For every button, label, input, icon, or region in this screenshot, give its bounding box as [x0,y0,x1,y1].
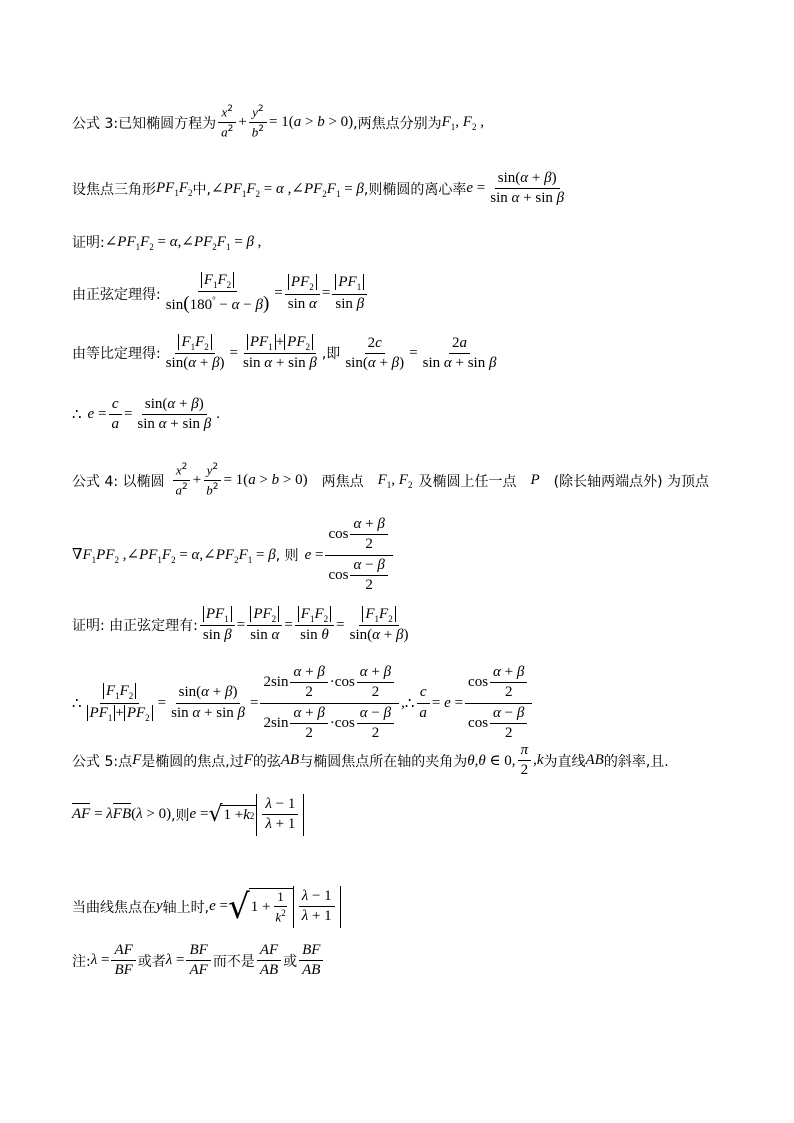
formula3-intro: 公式 3:已知椭圆方程为 [72,115,217,132]
formula4-derivation-line: ∴ $\frac{F_1F_2}{PF_1 + PF_2}$ = $\frac{\sin(\alpha + \beta)}{\text{sin α + sin β}}$ = 2sin $\frac{\alpha + \beta}{2}$ ·cos $\frac{\alpha + \beta}{2}$ 2sin $\frac{\alpha + \beta}{2}$ ·cos $\frac{\alpha - \beta}{2}$ , ∴ $\frac{c}{a}$ = e = cos $\frac{\alpha + \beta}{2}$ cos $\frac{\alpha - \beta}{2}$ [72,664,534,742]
triangle-intro-text: 设焦点三角形 [72,181,156,198]
derivation-fraction-1: $\frac{F_1F_2}{PF_1 + PF_2}$ [84,683,156,723]
y2-over-b2-fraction: $\frac{y^2}{b^2}$ [249,104,267,142]
derivation-fraction-3: 2sin $\frac{\alpha + \beta}{2}$ ·cos $\frac{\alpha + \beta}{2}$ 2sin $\frac{\alpha + \beta}{2}$ ·cos $\frac{\alpha - \beta}{2}$ [260,664,399,742]
c-over-a-fraction: $\frac{c}{a}$ [416,684,430,722]
result-cos-fraction: cos $\frac{\alpha + \beta}{2}$ cos $\frac{\alpha - \beta}{2}$ [465,664,532,742]
is-focus-text: 是椭圆的焦点,过 [141,753,244,770]
bf-over-ab-fraction: $\frac{BF}{AB}$ [299,942,323,980]
ratio-fraction-2: $\frac{PF_1 + PF_2}{\text{sin α + sin β}}$ [243,334,317,372]
proof-fraction-3: $\frac{F_1F_2}{\text{sin θ}}$ [295,606,334,645]
proof-fraction-4: $\frac{F_1F_2}{\sin(\alpha + \beta)}$ [349,606,409,644]
af-over-bf-fraction: $\frac{AF}{BF}$ [111,942,135,980]
eccentricity-fraction: $\frac{\sin(\alpha + \beta)}{\text{sin α + sin β}}$ [490,170,565,207]
ratio-fraction-1: $\frac{F_1F_2}{\sin(\alpha + \beta)}$ [165,334,225,372]
slope-text: 为直线 [543,753,586,770]
formula3-conclusion-line: ∴ e = $\frac{c}{a}$ = $\frac{\sin(\alpha + \beta)}{\text{sin α + sin β}}$ . [72,396,220,433]
c-over-a-fraction: $\frac{c}{a}$ [108,396,122,434]
sine-law-fraction-2: $\frac{PF_2}{\text{sin α}}$ [285,274,320,313]
and-point-text: 及椭圆上任一点 [418,473,517,490]
therefore-symbol: ∴ [72,407,82,424]
point-p: P [530,472,540,489]
cos-ratio-fraction: cos $\frac{\alpha + \beta}{2}$ cos $\frac{\alpha - \beta}{2}$ [325,516,392,594]
formula4-statement: 公式 4: 以椭圆 $\frac{x^2}{a^2}$ + $\frac{y^2}{b^2}$ = 1(a > b > 0) 两焦点 $F_1$, $F_2$ 及椭圆上任一点 P (除长轴两端点外) 为顶点 [72,462,710,498]
angle-text: 与椭圆焦点所在轴的夹角为 [299,753,468,770]
formula5-statement: 公式 5:点 F 是椭圆的焦点,过 F 的弦 AB 与椭圆焦点所在轴的夹角为 θ,θ ∈ 0, $\frac{\pi}{2}$ ,k 为直线 AB 的斜率,且. [72,742,669,779]
pi-over-2-fraction: $\frac{\pi}{2}$ [518,742,532,780]
x2-over-a2-fraction: $\frac{x^2}{a^2}$ [173,462,191,500]
derivation-fraction-2: $\frac{\sin(\alpha + \beta)}{\text{sin α + sin β}}$ [171,684,245,721]
lambda-fraction: $\frac{\lambda - 1}{\lambda + 1}$ [262,796,298,834]
y2-over-b2-fraction: $\frac{y^2}{b^2}$ [203,462,221,500]
y-axis-text: 当曲线焦点在 [72,899,156,916]
formula3-statement: 公式 3:已知椭圆方程为 $\frac{x^2}{a^2}$ + $\frac{y^2}{b^2}$ = 1(a > b > 0) ,两焦点分别为 $F_1$, $F_2$ , [72,104,484,140]
slope-end-text: 的斜率,且. [603,753,669,770]
bf-over-af-fraction: $\frac{BF}{AF}$ [186,942,210,980]
ratio-fraction-3: $\frac{2c}{\sin(\alpha + \beta)}$ [345,334,405,371]
conclusion-fraction: $\frac{\sin(\alpha + \beta)}{\text{sin α + sin β}}$ [137,396,212,433]
ratio-fraction-4: $\frac{2a}{\text{sin α + sin β}}$ [422,334,497,371]
sqrt-expression: √ 1 + k 2 [208,802,255,828]
triangle-mid-text: 中, [192,181,211,198]
formula3-triangle-line: 设焦点三角形 $PF_1F_2$ 中, $\angle PF_1F_2 = \alpha$ $,\angle PF_2F_1 = \beta$ ,则椭圆的离心率 e = $\frac{\sin(\alpha + \beta)}{\text{sin α + sin β}}$ [72,170,569,208]
then-text: ,则 [171,807,190,824]
not-text: 而不是 [212,953,255,970]
then-text: , 则 [275,548,299,564]
chord-text: 的弦 [252,753,281,770]
x2-over-a2-fraction: $\frac{x^2}{a^2}$ [218,104,236,142]
formula5-y-axis-line: 当曲线焦点在 y 轴上时, e = √ 1 + $\frac{1}{k^2}$ $\frac{\lambda - 1}{\lambda + 1}$ [72,886,341,928]
sine-law-fraction-3: $\frac{PF_1}{\text{sin β}}$ [332,274,367,313]
therefore-symbol: ∴ [72,695,82,712]
formula3-sine-law-line: 由正弦定理得: $\frac{F_1F_2}{\sin(180^\circ - \alpha - \beta)}$ = $\frac{PF_2}{\text{sin α}}$ = $\frac{PF_1}{\text{sin β}}$ [72,272,369,315]
proof-label: 证明: 由正弦定理有: [72,618,198,635]
formula3-proof-line: 证明: $\angle PF_1F_2$ = $\alpha,\angle PF_2F_1 = \beta$ , [72,234,262,252]
lambda-fraction-2: $\frac{\lambda - 1}{\lambda + 1}$ [299,888,335,926]
formula5-note-line: 注: λ = $\frac{AF}{BF}$ 或者 λ = $\frac{BF}{AF}$ 而不是 $\frac{AF}{AB}$ 或 $\frac{BF}{AB}$ [72,942,325,980]
formula3-foci-text: ,两焦点分别为 [353,115,442,132]
formula4-triangle-line: $\nabla F_1PF_2$ $,\angle PF_1F_2$ = $\alpha,\angle PF_2F_1 = \beta$ , 则 e = cos $\frac{\alpha + \beta}{2}$ cos $\frac{\alpha - \beta}{2}$ [72,516,395,594]
formula5-intro: 公式 5:点 [72,753,133,770]
two-foci-text: 两焦点 [321,473,364,490]
af-over-ab-fraction: $\frac{AF}{AB}$ [257,942,281,980]
therefore-symbol-2: ∴ [404,695,415,712]
ji-text: ,即 [321,346,341,363]
or-text: 或者 [137,953,166,970]
formula5-vector-line: AF = λFB(λ > 0) ,则 e = √ 1 + k 2 $\frac{\lambda - 1}{\lambda + 1}$ [72,794,304,836]
sine-law-fraction-1: $\frac{F_1F_2}{\sin(180^\circ - \alpha - \beta)}$ [165,272,270,315]
ratio-law-label: 由等比定理得: [72,346,161,363]
y-axis-end-text: 轴上时, [162,899,210,916]
proof-fraction-2: $\frac{PF_2}{\text{sin α}}$ [247,606,282,645]
sqrt-expression-2: √ 1 + $\frac{1}{k^2}$ [228,887,293,927]
proof-label: 证明: [72,235,105,251]
except-text: (除长轴两端点外) 为顶点 [553,473,710,490]
proof-fraction-1: $\frac{PF_1}{\text{sin β}}$ [200,606,235,645]
formula3-ratio-law-line: 由等比定理得: $\frac{F_1F_2}{\sin(\alpha + \beta)}$ = $\frac{PF_1 + PF_2}{\text{sin α + sin β}}$ ,即 $\frac{2c}{\sin(\alpha + \beta)}$ = $\frac{2a}{\text{sin α + sin β}}$ [72,334,501,373]
formula4-proof-line: 证明: 由正弦定理有: $\frac{PF_1}{\text{sin β}}$ = $\frac{PF_2}{\text{sin α}}$ = $\frac{F_1F_2}{\text{sin θ}}$ = $\frac{F_1F_2}{\sin(\alpha + \beta)}$ [72,606,413,645]
formula4-intro: 公式 4: 以椭圆 [72,473,165,490]
eccentricity-text: ,则椭圆的离心率 [363,181,467,198]
or2-text: 或 [283,953,298,970]
sine-law-label: 由正弦定理得: [72,286,161,303]
note-label: 注: [72,953,91,970]
